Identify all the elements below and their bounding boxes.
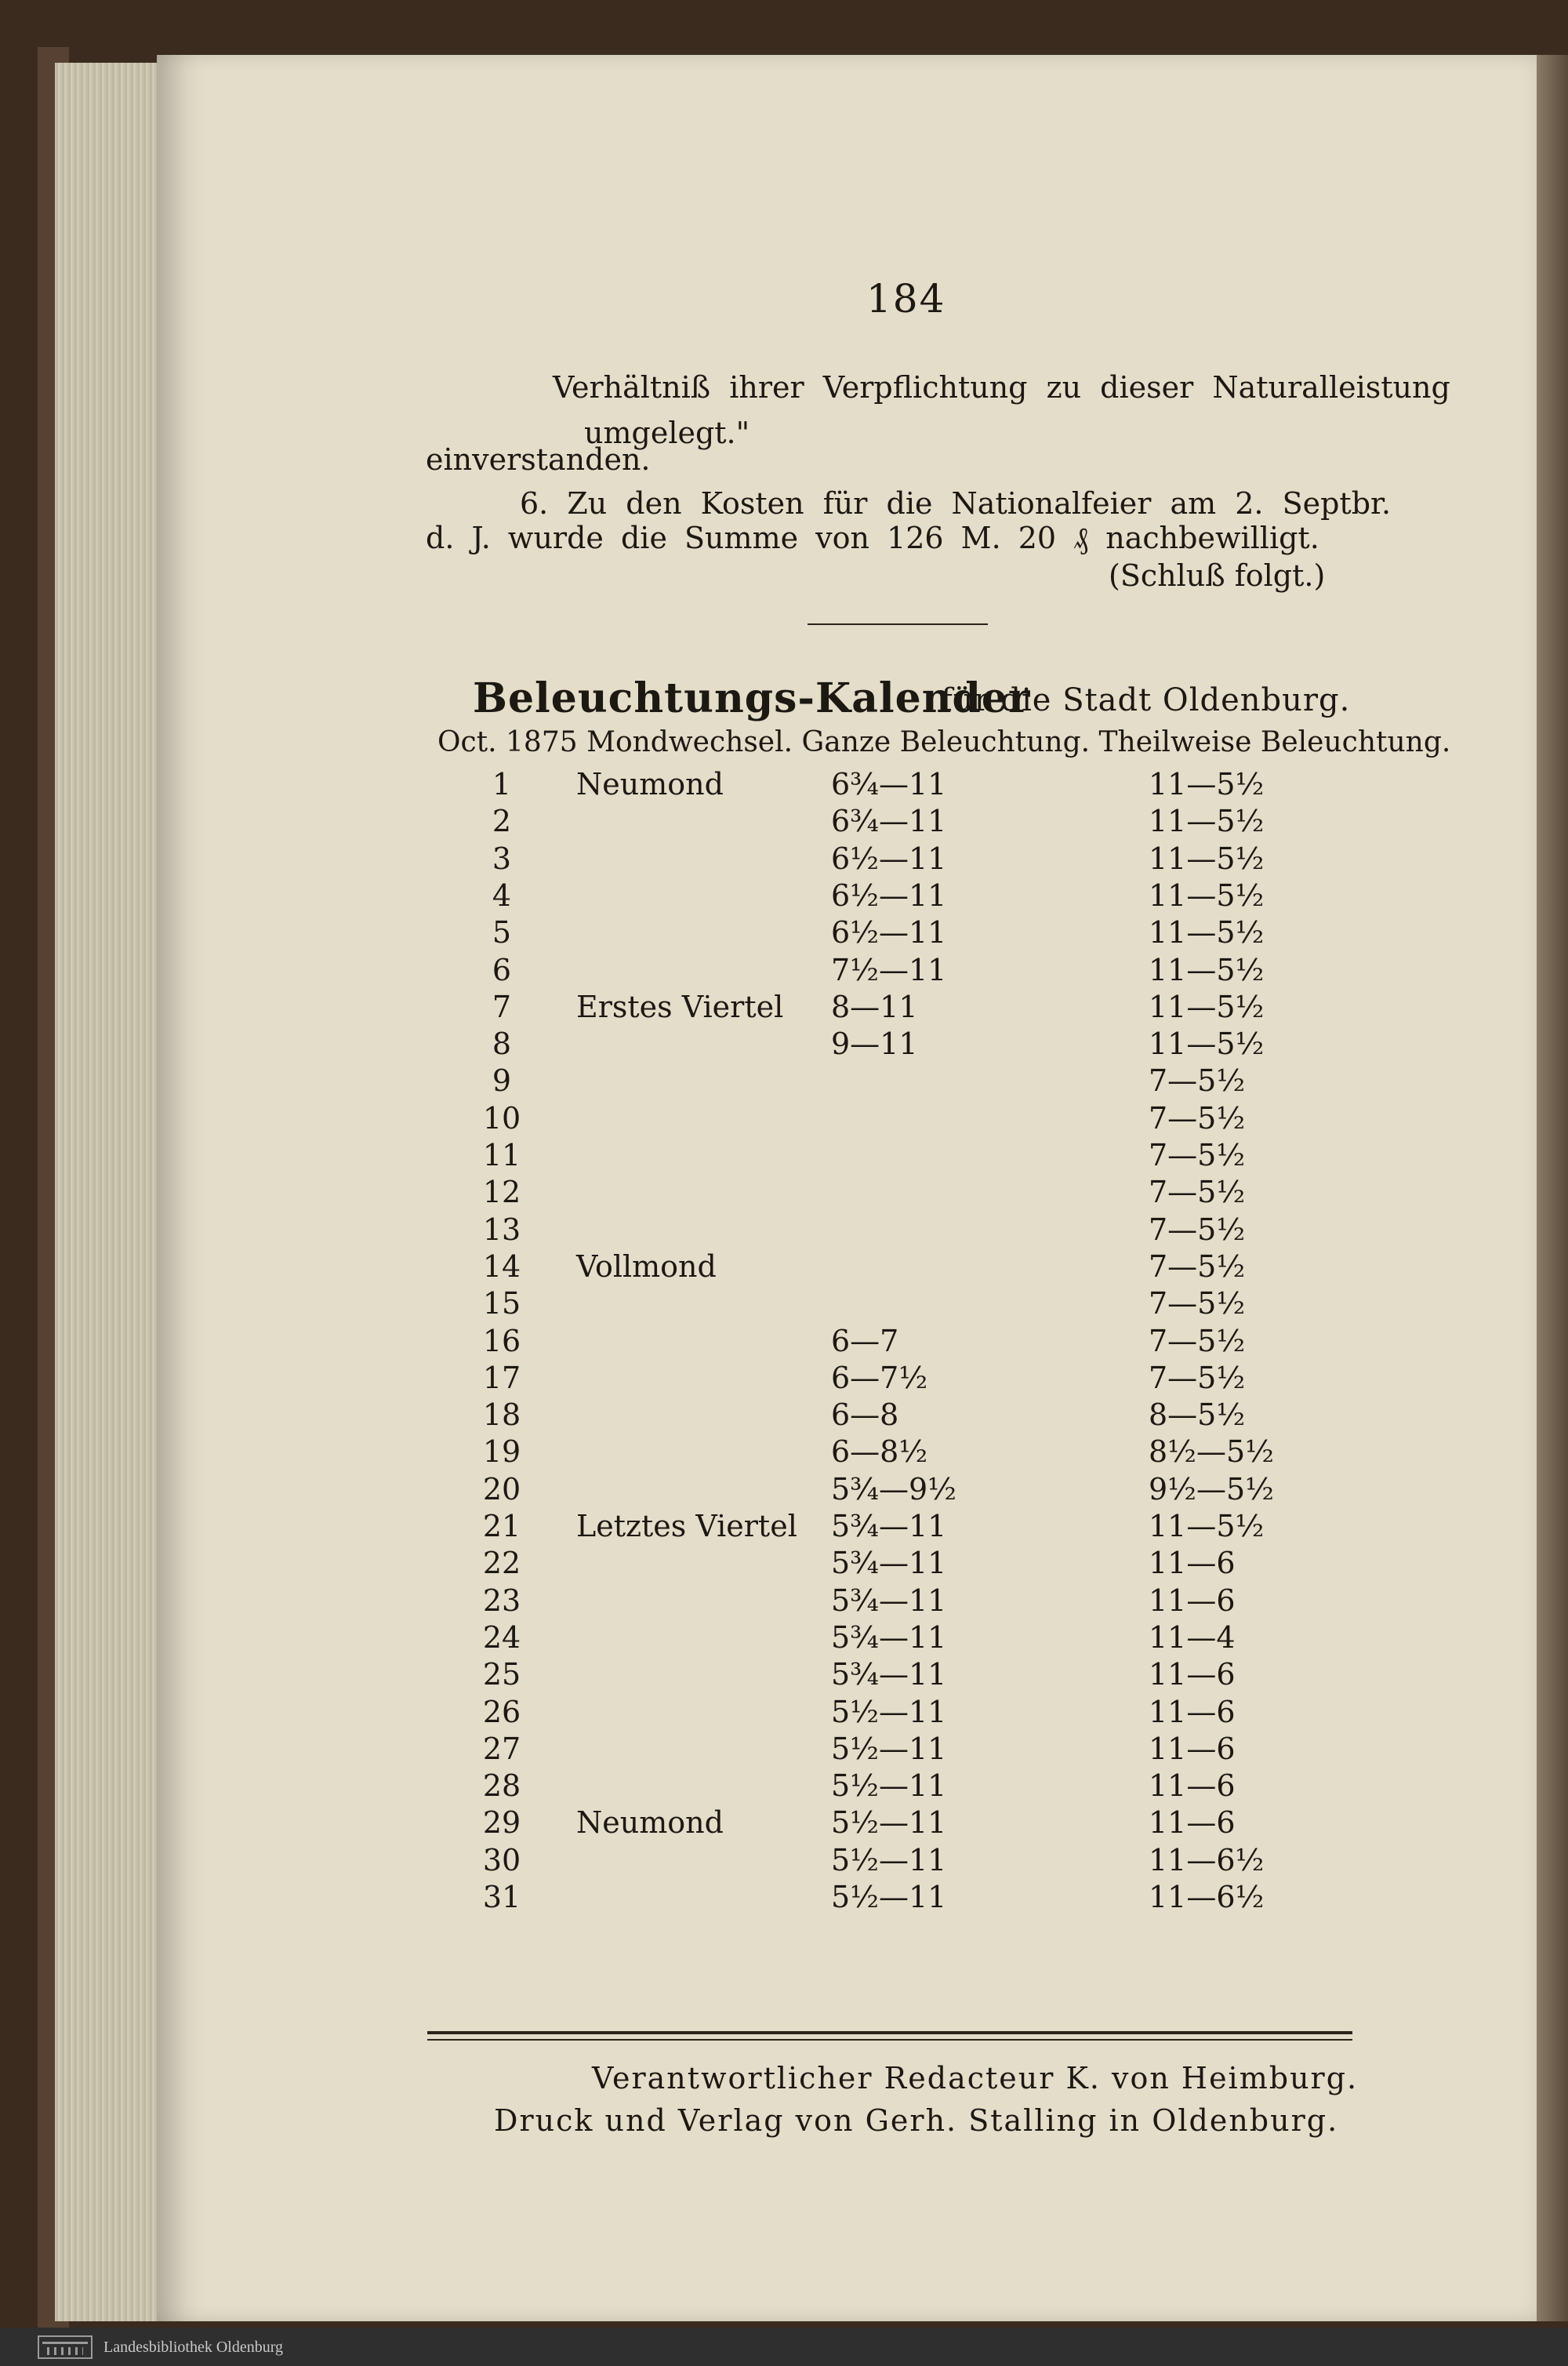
footer-rule <box>427 2031 1352 2034</box>
calendar-day-cell: 19 <box>482 1434 521 1469</box>
calendar-partial-cell: 11—5½ <box>1149 915 1265 950</box>
calendar-day-cell: 16 <box>482 1324 521 1358</box>
calendar-partial-cell: 7—5½ <box>1149 1249 1246 1284</box>
calendar-full-cell: 6½—11 <box>831 915 947 950</box>
calendar-subtitle: für die Stadt Oldenburg. <box>941 682 1351 718</box>
text-line: einverstanden. <box>426 442 651 477</box>
calendar-full-cell: 6¾—11 <box>831 767 947 801</box>
library-credit: Landesbibliothek Oldenburg <box>103 2339 284 2356</box>
calendar-column-headers: Oct. 1875 Mondwechsel. Ganze Beleuchtung. Theilweise Beleuchtung. <box>437 726 1451 758</box>
calendar-day-cell: 24 <box>482 1620 521 1655</box>
editor-credit: Verantwortlicher Redacteur K. von Heimburg. <box>592 2061 1359 2095</box>
calendar-day-cell: 18 <box>482 1397 521 1432</box>
calendar-full-cell: 6—7 <box>831 1324 899 1358</box>
calendar-partial-cell: 11—5½ <box>1149 1027 1265 1061</box>
calendar-full-cell: 5½—11 <box>831 1843 947 1877</box>
calendar-day-cell: 27 <box>482 1732 521 1766</box>
calendar-full-cell: 5½—11 <box>831 1732 947 1766</box>
calendar-day-cell: 13 <box>482 1212 521 1247</box>
calendar-full-cell: 5¾—11 <box>831 1509 947 1543</box>
calendar-full-cell: 5¾—11 <box>831 1583 947 1618</box>
calendar-phase-cell: Erstes Viertel <box>576 990 784 1024</box>
calendar-day-cell: 31 <box>482 1880 521 1914</box>
calendar-partial-cell: 11—6 <box>1149 1657 1236 1692</box>
library-building-icon <box>38 2335 93 2359</box>
calendar-partial-cell: 11—6½ <box>1149 1880 1265 1914</box>
calendar-partial-cell: 7—5½ <box>1149 1286 1246 1321</box>
calendar-full-cell: 5½—11 <box>831 1695 947 1729</box>
calendar-partial-cell: 11—5½ <box>1149 953 1265 987</box>
calendar-day-cell: 22 <box>482 1546 521 1580</box>
text-line: 6. Zu den Kosten für die Nationalfeier am 2. Septbr. <box>520 486 1392 521</box>
calendar-full-cell: 6—7½ <box>831 1361 928 1395</box>
calendar-full-cell: 6¾—11 <box>831 804 947 838</box>
calendar-partial-cell: 11—5½ <box>1149 767 1265 801</box>
calendar-partial-cell: 11—6 <box>1149 1583 1236 1618</box>
calendar-day-cell: 15 <box>482 1286 521 1321</box>
calendar-partial-cell: 7—5½ <box>1149 1212 1246 1247</box>
footer-rule <box>427 2039 1352 2041</box>
calendar-partial-cell: 9½—5½ <box>1149 1472 1275 1506</box>
calendar-day-cell: 12 <box>482 1175 521 1209</box>
calendar-day-cell: 10 <box>482 1101 521 1136</box>
calendar-partial-cell: 8½—5½ <box>1149 1434 1275 1469</box>
calendar-partial-cell: 11—6 <box>1149 1768 1236 1803</box>
calendar-partial-cell: 7—5½ <box>1149 1175 1246 1209</box>
calendar-partial-cell: 11—5½ <box>1149 841 1265 876</box>
calendar-full-cell: 5½—11 <box>831 1768 947 1803</box>
calendar-title: Beleuchtungs-Kalender <box>473 674 1031 722</box>
calendar-partial-cell: 11—6 <box>1149 1546 1236 1580</box>
calendar-phase-cell: Letztes Viertel <box>576 1509 797 1543</box>
text-line: umgelegt." <box>584 416 750 450</box>
continued-note: (Schluß folgt.) <box>1109 558 1326 593</box>
text-line: Verhältniß ihrer Verpflichtung zu dieser Naturalleistung <box>553 370 1450 405</box>
calendar-full-cell: 9—11 <box>831 1027 918 1061</box>
calendar-day-cell: 6 <box>492 953 512 987</box>
facing-page-edge <box>1537 55 1568 2321</box>
calendar-day-cell: 2 <box>492 804 512 838</box>
calendar-full-cell: 6½—11 <box>831 841 947 876</box>
calendar-full-cell: 5¾—11 <box>831 1657 947 1692</box>
calendar-partial-cell: 11—5½ <box>1149 878 1265 913</box>
calendar-day-cell: 3 <box>492 841 512 876</box>
calendar-full-cell: 5½—11 <box>831 1805 947 1840</box>
calendar-partial-cell: 7—5½ <box>1149 1101 1246 1136</box>
calendar-day-cell: 11 <box>482 1138 521 1172</box>
calendar-day-cell: 30 <box>482 1843 521 1877</box>
calendar-partial-cell: 11—5½ <box>1149 804 1265 838</box>
calendar-day-cell: 1 <box>492 767 512 801</box>
calendar-day-cell: 29 <box>482 1805 521 1840</box>
text-line: d. J. wurde die Summe von 126 M. 20 ₰ nachbewilligt. <box>426 521 1319 555</box>
calendar-partial-cell: 8—5½ <box>1149 1397 1246 1432</box>
calendar-day-cell: 28 <box>482 1768 521 1803</box>
calendar-day-cell: 20 <box>482 1472 521 1506</box>
calendar-partial-cell: 11—6 <box>1149 1695 1236 1729</box>
calendar-day-cell: 17 <box>482 1361 521 1395</box>
calendar-day-cell: 21 <box>482 1509 521 1543</box>
calendar-partial-cell: 11—6½ <box>1149 1843 1265 1877</box>
calendar-partial-cell: 11—5½ <box>1149 990 1265 1024</box>
calendar-full-cell: 5½—11 <box>831 1880 947 1914</box>
calendar-phase-cell: Vollmond <box>576 1249 717 1284</box>
calendar-day-cell: 7 <box>492 990 512 1024</box>
page-number: 184 <box>866 276 946 322</box>
calendar-partial-cell: 7—5½ <box>1149 1324 1246 1358</box>
calendar-partial-cell: 11—6 <box>1149 1805 1236 1840</box>
calendar-partial-cell: 11—6 <box>1149 1732 1236 1766</box>
calendar-partial-cell: 11—5½ <box>1149 1509 1265 1543</box>
separator-rule <box>808 623 988 625</box>
printer-credit: Druck und Verlag von Gerh. Stalling in Oldenburg. <box>494 2103 1339 2138</box>
calendar-full-cell: 6—8 <box>831 1397 899 1432</box>
calendar-partial-cell: 11—4 <box>1149 1620 1236 1655</box>
calendar-full-cell: 6½—11 <box>831 878 947 913</box>
calendar-day-cell: 4 <box>492 878 512 913</box>
calendar-day-cell: 5 <box>492 915 512 950</box>
calendar-day-cell: 25 <box>482 1657 521 1692</box>
calendar-full-cell: 6—8½ <box>831 1434 928 1469</box>
calendar-day-cell: 26 <box>482 1695 521 1729</box>
calendar-day-cell: 14 <box>482 1249 521 1284</box>
calendar-full-cell: 7½—11 <box>831 953 947 987</box>
calendar-full-cell: 5¾—9½ <box>831 1472 957 1506</box>
calendar-full-cell: 8—11 <box>831 990 918 1024</box>
calendar-partial-cell: 7—5½ <box>1149 1063 1246 1098</box>
calendar-partial-cell: 7—5½ <box>1149 1361 1246 1395</box>
calendar-partial-cell: 7—5½ <box>1149 1138 1246 1172</box>
calendar-day-cell: 23 <box>482 1583 521 1618</box>
calendar-full-cell: 5¾—11 <box>831 1546 947 1580</box>
calendar-day-cell: 8 <box>492 1027 512 1061</box>
calendar-day-cell: 9 <box>492 1063 512 1098</box>
calendar-phase-cell: Neumond <box>576 767 724 801</box>
calendar-full-cell: 5¾—11 <box>831 1620 947 1655</box>
calendar-phase-cell: Neumond <box>576 1805 724 1840</box>
